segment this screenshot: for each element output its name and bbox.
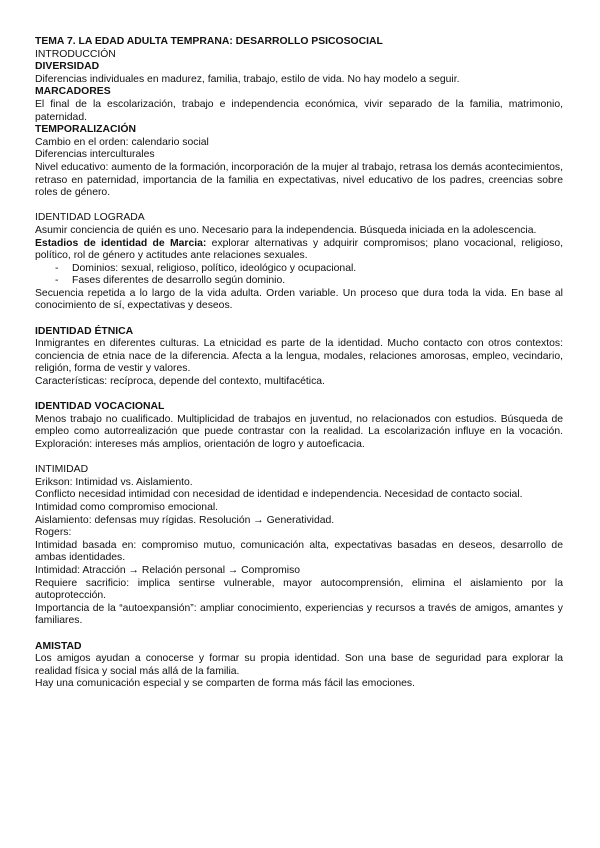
intimidad-line: Requiere sacrificio: implica sentirse vulnerable, mayor autocomprensión, elimina el aislamiento por la autoprotección.: [35, 577, 563, 602]
identidad-lograda-heading: IDENTIDAD LOGRADA: [35, 212, 145, 224]
amistad-heading: AMISTAD: [35, 640, 82, 652]
temporalizacion-line: Diferencias interculturales: [35, 149, 155, 161]
diversidad-text: Diferencias individuales en madurez, familia, trabajo, estilo de vida. No hay modelo a seguir.: [35, 73, 460, 85]
list-item: - Dominios: sexual, religioso, político, ideológico y ocupacional.: [72, 263, 563, 276]
identidad-etnica-heading: IDENTIDAD ÉTNICA: [35, 325, 134, 337]
marcadores-text: El final de la escolarización, trabajo e independencia económica, vivir separado de la familia, matrimonio, paternidad.: [35, 98, 563, 123]
amistad-text: Hay una comunicación especial y se comparten de forma más fácil las emociones.: [35, 678, 416, 690]
diversidad-heading: DIVERSIDAD: [35, 61, 100, 73]
identidad-etnica-text: Características: recíproca, depende del contexto, multifacética.: [35, 376, 325, 388]
spacer: [35, 628, 563, 641]
temporalizacion-heading: TEMPORALIZACIÓN: [35, 124, 137, 136]
intimidad-line: Intimidad basada en: compromiso mutuo, comunicación alta, expectativas basadas en deseos, desarrollo de ambas identidades.: [35, 539, 563, 564]
page-title: TEMA 7. LA EDAD ADULTA TEMPRANA: DESARROLLO PSICOSOCIAL: [35, 36, 383, 47]
identidad-vocacional-heading: IDENTIDAD VOCACIONAL: [35, 401, 165, 413]
intimidad-line: Conflicto necesidad intimidad con necesidad de identidad e independencia. Necesidad de contacto social.: [35, 489, 523, 501]
intimidad-line: Aislamiento: defensas muy rígidas. Resolución → Generatividad.: [35, 514, 335, 526]
intimidad-line: Intimidad como compromiso emocional.: [35, 501, 219, 513]
spacer: [35, 389, 563, 402]
identidad-lograda-text: Secuencia repetida a lo largo de la vida adulta. Orden variable. Un proceso que dura toda la vida. En base al conocimiento de sí, expectativas y deseos.: [35, 287, 563, 312]
intimidad-heading: INTIMIDAD: [35, 464, 89, 476]
marcia-paragraph: [35, 238, 563, 263]
marcia-label: Estadios de identidad de Marcia:: [35, 237, 207, 249]
intro-heading: INTRODUCCIÓN: [35, 48, 116, 60]
list-item: - Fases diferentes de desarrollo según dominio.: [72, 275, 563, 288]
intimidad-line: Intimidad: Atracción → Relación personal → Compromiso: [35, 564, 301, 576]
marcia-list: [35, 263, 563, 288]
spacer: [35, 200, 563, 213]
intimidad-line: Rogers:: [35, 527, 72, 539]
temporalizacion-line: Cambio en el orden: calendario social: [35, 136, 209, 148]
identidad-lograda-text: Asumir conciencia de quién es uno. Necesario para la independencia. Búsqueda iniciada en la adolescencia.: [35, 224, 537, 236]
spacer: [35, 452, 563, 465]
intimidad-line: Erikson: Intimidad vs. Aislamiento.: [35, 476, 193, 488]
marcadores-heading: MARCADORES: [35, 86, 111, 98]
temporalizacion-line: Nivel educativo: aumento de la formación, incorporación de la mujer al trabajo, retrasa los demás acontecimientos, retraso en paternidad, importancia de la familia en expectativas, nivel educativo de los padres, creencias sobre roles de género.: [35, 161, 563, 199]
marcia-text: explorar alternativas y adquirir compromisos; plano vocacional, religioso, político, rol de género y actitudes ante relaciones sexuales.: [35, 237, 563, 262]
intimidad-line: Importancia de la “autoexpansión”: ampliar conocimiento, experiencias y recursos a través de amigos, amantes y familiares.: [35, 602, 563, 627]
amistad-text: Los amigos ayudan a conocerse y formar su propia identidad. Son una base de seguridad para explorar la realidad física y social más allá de la familia.: [35, 653, 563, 677]
identidad-vocacional-text: Menos trabajo no cualificado. Multiplicidad de trabajos en juventud, no relacionados con estudios. Búsqueda de empleo como autorrealización que puede contrastar con la realidad. La escolarización influye en la vocación. Exploración: intereses más amplios, orientación de logro y autoeficacia.: [35, 413, 563, 450]
spacer: [35, 313, 563, 326]
identidad-etnica-text: Inmigrantes en diferentes culturas. La etnicidad es parte de la identidad. Mucho contacto con otros contextos: conciencia de etnia nace de la diferencia. Afecta a la lengua, modales, relaciones amorosas, empleo, vecindario, religión, forma de vestir y valores.: [35, 338, 563, 375]
